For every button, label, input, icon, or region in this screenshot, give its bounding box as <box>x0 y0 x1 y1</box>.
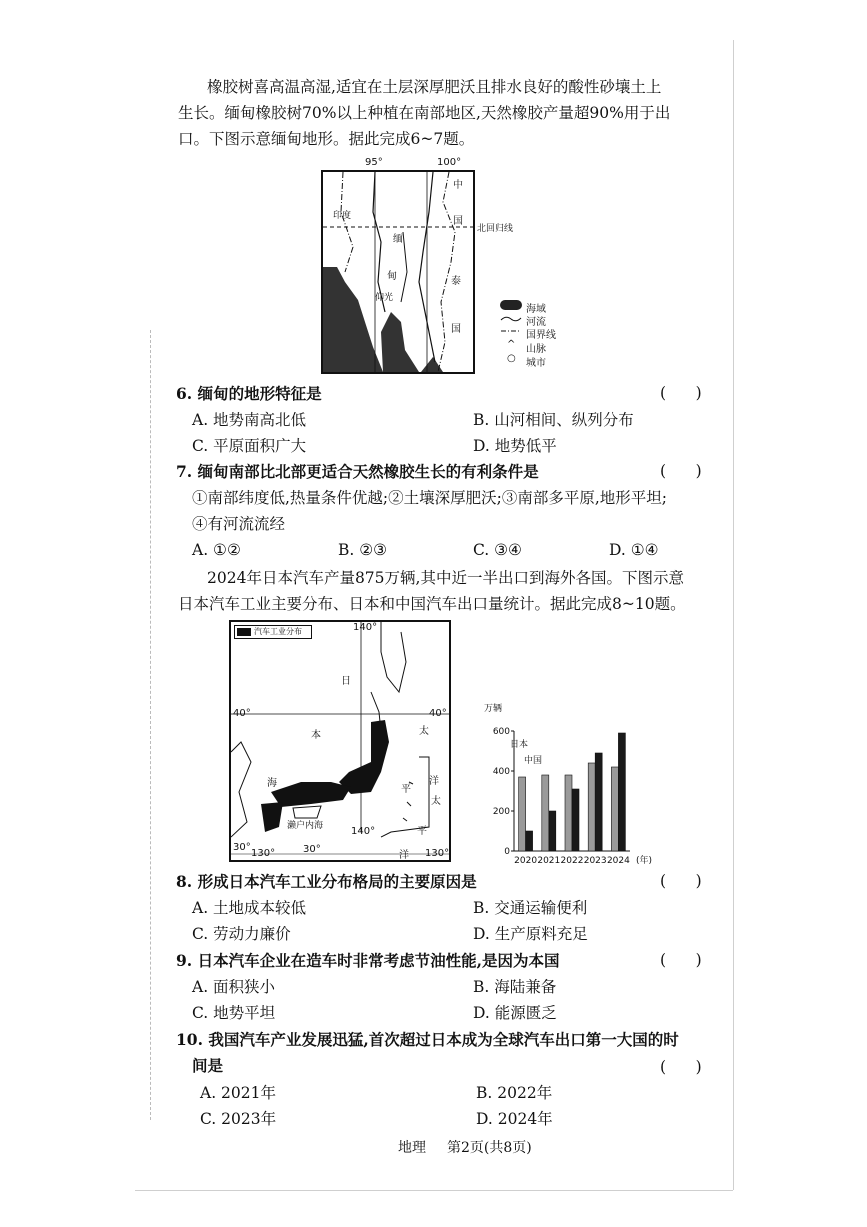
lat-30-mid: 30° <box>303 844 321 855</box>
q7-option-c[interactable]: C. ③④ <box>473 541 522 559</box>
label-tai2: 太 <box>431 796 441 807</box>
q6-stem: 6. 缅甸的地形特征是 <box>176 384 322 403</box>
q6-option-b[interactable]: B. 山河相间、纵列分布 <box>473 411 634 429</box>
mountain-legend-icon: ^ <box>507 339 516 350</box>
binding-line <box>150 330 151 1120</box>
label-dian: 甸 <box>387 271 397 282</box>
auto-industry-legend-icon <box>237 628 251 636</box>
chart-xtick-label: 2020 <box>514 856 538 865</box>
q6-answer-paren[interactable]: ( ) <box>660 384 702 402</box>
lon-130-right: 130° <box>425 848 450 859</box>
q7-option-b[interactable]: B. ②③ <box>338 541 388 559</box>
border-legend-icon <box>500 328 522 334</box>
q10-option-b[interactable]: B. 2022年 <box>476 1084 553 1102</box>
auto-industry-legend-label: 汽车工业分布 <box>254 627 302 636</box>
chart-xtick-label: 2021 <box>537 856 561 865</box>
japan-map-legend <box>234 625 312 639</box>
label-ben: 本 <box>311 730 321 741</box>
q7-option-d[interactable]: D. ①④ <box>609 541 659 559</box>
label-china-b: 国 <box>453 216 463 227</box>
q7-statement-line2: ④有河流流经 <box>192 515 286 533</box>
chart-bar-china-2021 <box>549 811 556 851</box>
legend-border: 国界线 <box>526 330 556 341</box>
chart-ytick-label: 200 <box>492 807 510 817</box>
lon-130-left: 130° <box>251 848 276 859</box>
q9-stem: 9. 日本汽车企业在造车时非常考虑节油性能,是因为本国 <box>176 951 560 970</box>
legend-city: 城市 <box>526 358 546 369</box>
lat-30-left: 30° <box>233 842 251 853</box>
lat-40-left: 40° <box>233 708 251 719</box>
chart-ylabel: 万辆 <box>484 704 503 714</box>
q10-stem-line1: 10. 我国汽车产业发展迅猛,首次超过日本成为全球汽车出口第一大国的时 <box>176 1030 679 1049</box>
myanmar-terrain-map <box>321 170 475 374</box>
chart-xtick-label: 2024 <box>606 856 630 865</box>
legend-sea: 海域 <box>526 304 546 315</box>
footer-page-number: 第2页(共8页) <box>447 1140 532 1156</box>
label-ri: 日 <box>341 676 351 687</box>
chart-xtick-label: 2022 <box>560 856 584 865</box>
q8-option-d[interactable]: D. 生产原料充足 <box>473 925 588 943</box>
q7-answer-paren[interactable]: ( ) <box>660 462 702 480</box>
lon-140-top: 140° <box>353 622 378 633</box>
q8-option-a[interactable]: A. 土地成本较低 <box>192 899 307 917</box>
q6-option-d[interactable]: D. 地势低平 <box>473 437 557 455</box>
chart-bar-china-2020 <box>526 831 533 851</box>
page-bottom-edge <box>135 1190 733 1191</box>
q8-option-c[interactable]: C. 劳动力廉价 <box>192 925 291 943</box>
label-india: 印度 <box>333 211 352 221</box>
car-export-bar-chart <box>470 695 670 865</box>
legend-river: 河流 <box>526 317 546 328</box>
sea-legend-icon <box>500 300 522 310</box>
lon-140-bottom: 140° <box>351 826 376 837</box>
river-legend-icon <box>500 315 522 323</box>
chart-bar-china-2022 <box>572 789 579 851</box>
label-ping: 平 <box>401 784 411 795</box>
q10-option-c[interactable]: C. 2023年 <box>200 1110 277 1128</box>
chart-bar-china-2023 <box>595 753 602 851</box>
intro2-line1: 2024年日本汽车产量875万辆,其中近一半出口到海外各国。下图示意 <box>207 569 684 587</box>
footer-subject: 地理 <box>398 1140 426 1156</box>
chart-bar-japan-2024 <box>611 767 618 851</box>
chart-xtick-label: 2023 <box>583 856 607 865</box>
q10-option-d[interactable]: D. 2024年 <box>476 1110 553 1128</box>
chart-ytick-label: 400 <box>492 767 510 777</box>
intro1-line2: 生长。缅甸橡胶树70%以上种植在南部地区,天然橡胶产量超90%用于出 <box>178 104 671 122</box>
q9-answer-paren[interactable]: ( ) <box>660 951 702 969</box>
q8-answer-paren[interactable]: ( ) <box>660 872 702 890</box>
label-yang2: 洋 <box>399 850 409 861</box>
q9-option-d[interactable]: D. 能源匮乏 <box>473 1004 557 1022</box>
intro1-line1: 橡胶树喜高温高湿,适宜在土层深厚肥沃且排水良好的酸性砂壤土上 <box>207 78 662 96</box>
q9-option-c[interactable]: C. 地势平坦 <box>192 1004 276 1022</box>
label-myan: 缅 <box>393 234 403 245</box>
label-hai: 海 <box>267 778 277 789</box>
intro2-line2: 日本汽车工业主要分布、日本和中国汽车出口量统计。据此完成8~10题。 <box>178 595 686 613</box>
q8-option-b[interactable]: B. 交通运输便利 <box>473 899 588 917</box>
label-yangon: 仰光 <box>375 293 394 303</box>
q10-answer-paren[interactable]: ( ) <box>660 1058 702 1076</box>
label-thai-b: 国 <box>451 324 461 335</box>
label-setouchi: 濑户内海 <box>287 821 324 831</box>
q7-statement-line1: ①南部纬度低,热量条件优越;②土壤深厚肥沃;③南部多平原,地形平坦; <box>192 489 668 507</box>
q9-option-a[interactable]: A. 面积狭小 <box>192 978 276 996</box>
label-ping2: 平 <box>417 826 427 837</box>
japan-auto-industry-map <box>229 620 451 862</box>
q6-option-c[interactable]: C. 平原面积广大 <box>192 437 307 455</box>
q9-option-b[interactable]: B. 海陆兼备 <box>473 978 557 996</box>
page-right-edge <box>733 40 734 1190</box>
label-yang: 洋 <box>429 776 439 787</box>
chart-bar-japan-2023 <box>588 763 595 851</box>
chart-legend-japan: 日本 <box>510 740 529 750</box>
legend-mountain: 山脉 <box>526 344 546 355</box>
chart-bar-japan-2022 <box>565 775 572 851</box>
lon-100-label: 100° <box>437 157 462 168</box>
chart-legend-china: 中国 <box>524 756 543 766</box>
chart-ytick-label: 600 <box>492 727 510 737</box>
chart-ytick-label: 0 <box>504 847 510 857</box>
city-legend-icon: ○ <box>507 353 516 364</box>
label-thai-a: 泰 <box>451 276 461 287</box>
chart-xlabel: (年) <box>636 856 653 865</box>
lat-40-right: 40° <box>429 708 447 719</box>
chart-bar-japan-2021 <box>542 775 549 851</box>
q7-stem: 7. 缅甸南部比北部更适合天然橡胶生长的有利条件是 <box>176 462 539 481</box>
intro1-line3: 口。下图示意缅甸地形。据此完成6~7题。 <box>178 130 475 148</box>
label-tai: 太 <box>419 726 429 737</box>
label-china-a: 中 <box>453 180 463 191</box>
q7-option-a[interactable]: A. ①② <box>192 541 241 559</box>
q8-stem: 8. 形成日本汽车工业分布格局的主要原因是 <box>176 872 477 891</box>
chart-bar-china-2024 <box>618 733 625 851</box>
chart-bar-japan-2020 <box>519 777 526 851</box>
q10-option-a[interactable]: A. 2021年 <box>200 1084 276 1102</box>
lon-95-label: 95° <box>365 157 383 168</box>
tropic-label: 北回归线 <box>477 224 514 234</box>
q10-stem-line2: 间是 <box>192 1056 224 1075</box>
q6-option-a[interactable]: A. 地势南高北低 <box>192 411 307 429</box>
